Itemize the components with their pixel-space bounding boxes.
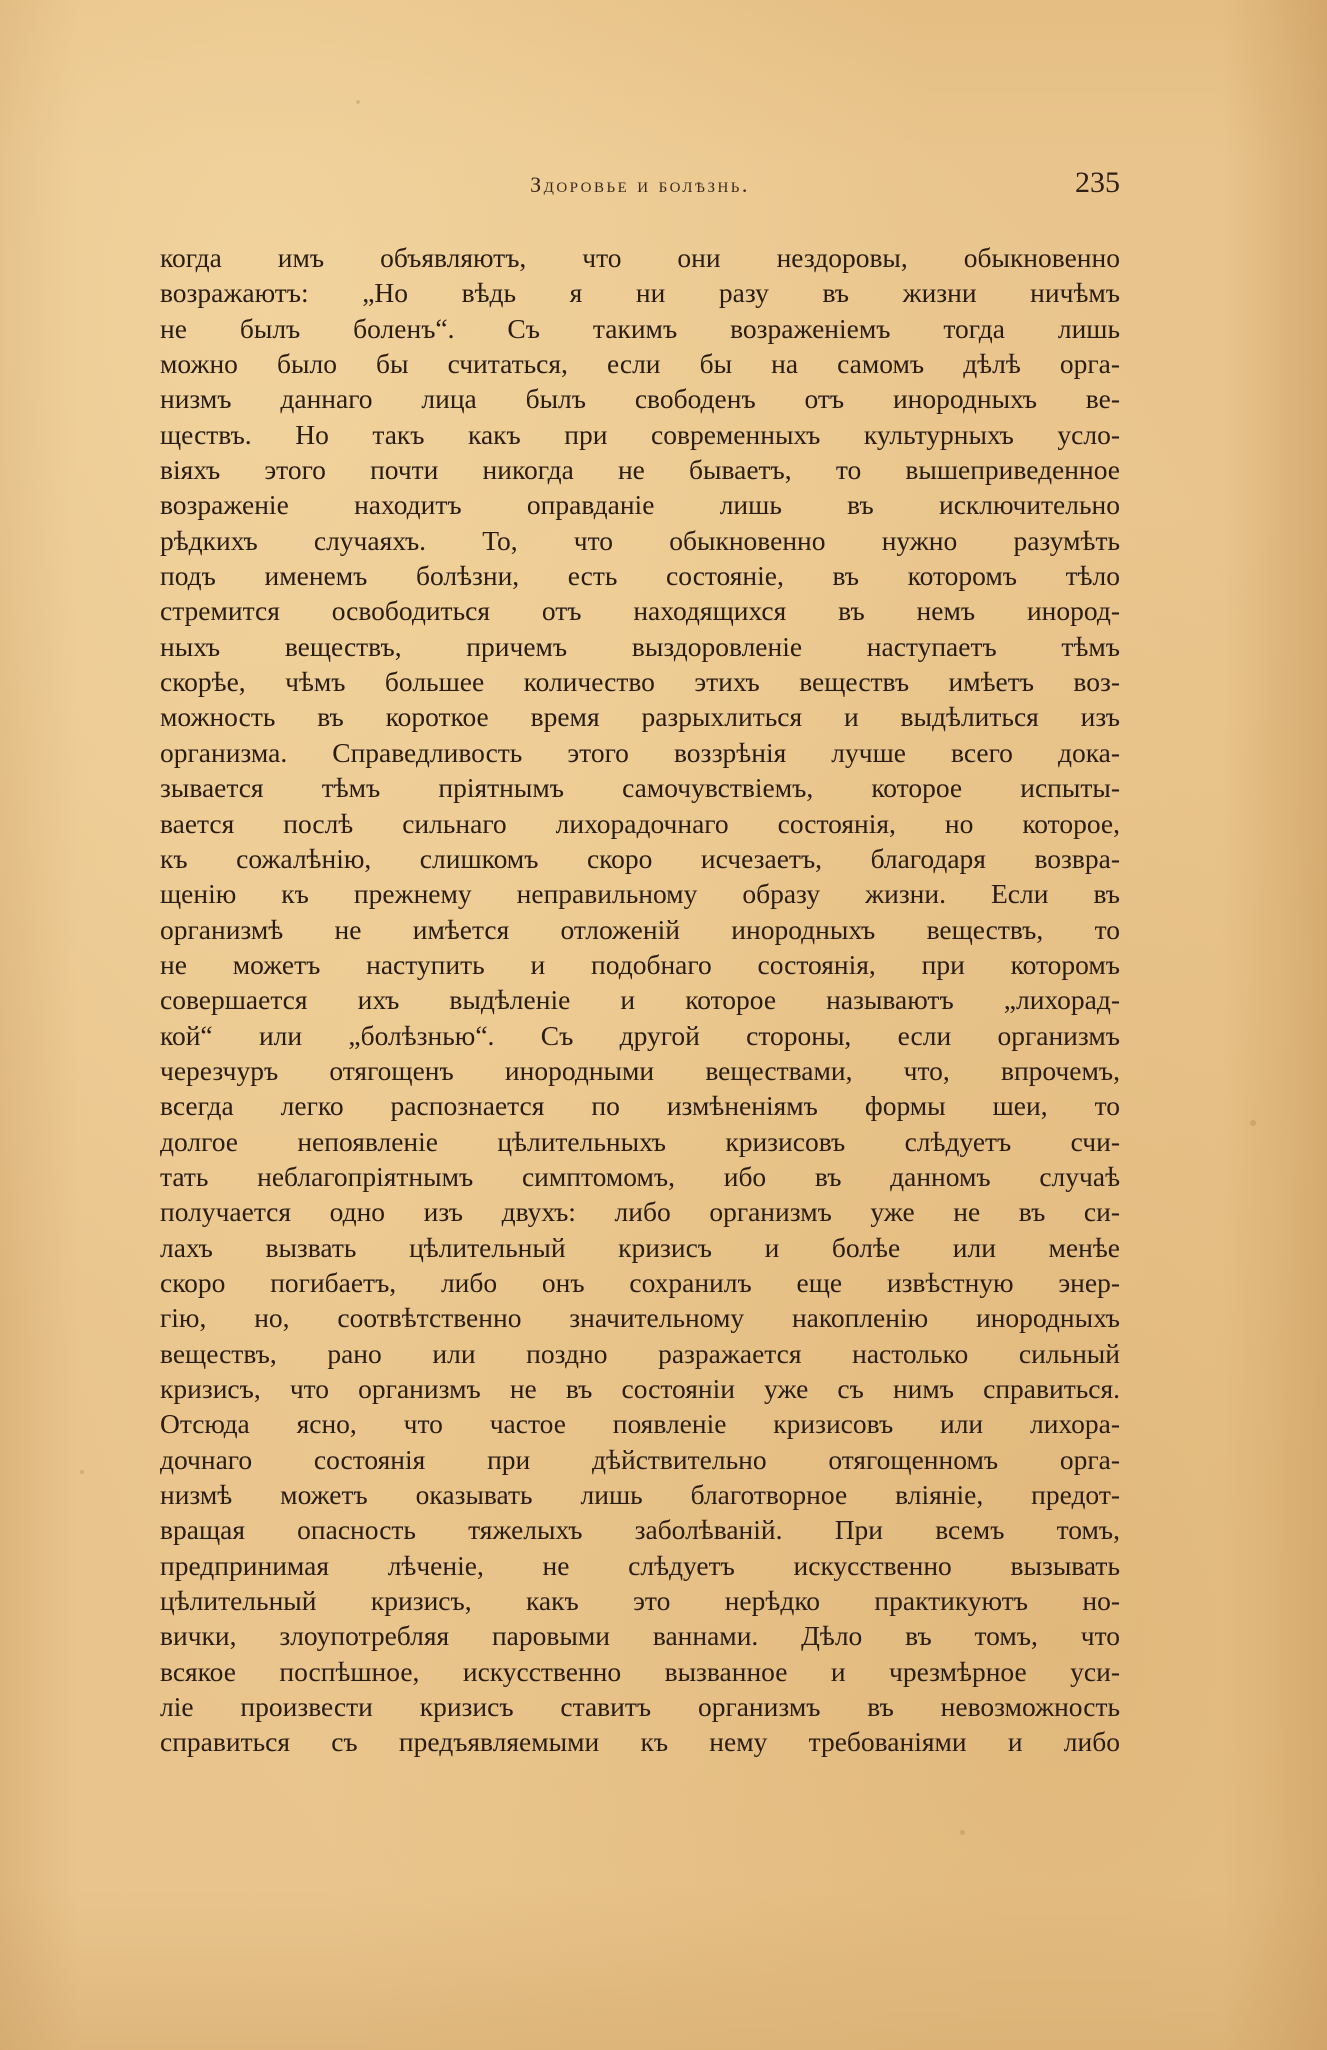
text-line: віяхъ этого почти никогда не бываетъ, то вышеприведенное (160, 454, 1120, 486)
text-line: ныхъ веществъ, причемъ выздоровленіе наступаетъ тѣмъ (160, 630, 1120, 662)
text-line: организма. Справедливость этого воззрѣнія лучше всего дока- (160, 736, 1120, 768)
text-line: Отсюда ясно, что частое появленіе кризисовъ или лихора- (160, 1408, 1120, 1440)
paper-spot (356, 100, 360, 104)
text-line: веществъ, рано или поздно разражается настолько сильный (160, 1337, 1120, 1369)
paper-spot (1250, 1120, 1256, 1126)
text-line: черезчуръ отягощенъ инородными веществами, что, впрочемъ, (160, 1054, 1120, 1086)
text-line: ліе произвести кризисъ ставитъ организмъ въ невозможность (160, 1691, 1120, 1723)
text-line: низмѣ можетъ оказывать лишь благотворное вліяніе, предот- (160, 1479, 1120, 1511)
text-line: скорѣе, чѣмъ большее количество этихъ веществъ имѣетъ воз- (160, 666, 1120, 698)
paper-spot (80, 1470, 84, 1474)
text-line: вается послѣ сильнаго лихорадочнаго состоянія, но которое, (160, 807, 1120, 839)
running-title: Здоровье и болѣзнь. (530, 172, 750, 197)
text-line: низмъ даннаго лица былъ свободенъ отъ инородныхъ ве- (160, 383, 1120, 415)
text-line: стремится освободиться отъ находящихся въ немъ инород- (160, 595, 1120, 627)
text-line: получается одно изъ двухъ: либо организмъ уже не въ си- (160, 1196, 1120, 1228)
page-number: 235 (1075, 166, 1120, 199)
text-line: вички, злоупотребляя паровыми ваннами. Дѣло въ томъ, что (160, 1620, 1120, 1652)
text-line: возражаютъ: „Но вѣдь я ни разу въ жизни ничѣмъ (160, 277, 1120, 309)
text-line: зывается тѣмъ пріятнымъ самочувствіемъ, которое испыты- (160, 772, 1120, 804)
text-line: можно было бы считаться, если бы на самомъ дѣлѣ орга- (160, 348, 1120, 380)
text-line: лахъ вызвать цѣлительный кризисъ и болѣе или менѣе (160, 1231, 1120, 1263)
text-line: всякое поспѣшное, искусственно вызванное и чрезмѣрное уси- (160, 1655, 1120, 1687)
text-line: щенію къ прежнему неправильному образу жизни. Если въ (160, 878, 1120, 910)
text-line: къ сожалѣнію, слишкомъ скоро исчезаетъ, благодаря возвра- (160, 842, 1120, 874)
text-line: можность въ короткое время разрыхлиться и выдѣлиться изъ (160, 701, 1120, 733)
text-line: дочнаго состоянія при дѣйствительно отягощенномъ орга- (160, 1443, 1120, 1475)
text-line: скоро погибаетъ, либо онъ сохранилъ еще извѣстную энер- (160, 1266, 1120, 1298)
text-line: гію, но, соотвѣтственно значительному накопленію инородныхъ (160, 1302, 1120, 1334)
text-line: вращая опасность тяжелыхъ заболѣваній. При всемъ томъ, (160, 1514, 1120, 1546)
text-line: возраженіе находитъ оправданіе лишь въ исключительно (160, 489, 1120, 521)
text-line: тать неблагопріятнымъ симптомомъ, ибо въ данномъ случаѣ (160, 1160, 1120, 1192)
paper-spot (960, 1830, 965, 1835)
text-line: когда имъ объявляютъ, что они нездоровы, обыкновенно (160, 242, 1120, 273)
text-line: кой“ или „болѣзнью“. Съ другой стороны, если организмъ (160, 1019, 1120, 1051)
text-line: организмѣ не имѣется отложеній инородныхъ веществъ, то (160, 913, 1120, 945)
text-line: ществъ. Но такъ какъ при современныхъ культурныхъ усло- (160, 418, 1120, 450)
text-line: всегда легко распознается по измѣненіямъ формы шеи, то (160, 1090, 1120, 1122)
text-line: долгое непоявленіе цѣлительныхъ кризисовъ слѣдуетъ счи- (160, 1125, 1120, 1157)
text-line: не можетъ наступить и подобнаго состоянія, при которомъ (160, 948, 1120, 980)
text-line: совершается ихъ выдѣленіе и которое называютъ „лихорад- (160, 984, 1120, 1016)
running-head (160, 166, 1120, 206)
text-line: справиться съ предъявляемыми къ нему требованіями и либо (160, 1726, 1120, 1758)
text-line: предпринимая лѣченіе, не слѣдуетъ искусственно вызывать (160, 1549, 1120, 1581)
body-text (160, 240, 1120, 1760)
text-line: цѣлительный кризисъ, какъ это нерѣдко практикуютъ но- (160, 1585, 1120, 1617)
text-line: подъ именемъ болѣзни, есть состояніе, въ которомъ тѣло (160, 560, 1120, 592)
text-line: кризисъ, что организмъ не въ состояніи уже съ нимъ справиться. (160, 1373, 1120, 1404)
text-line: не былъ боленъ“. Съ такимъ возраженіемъ тогда лишь (160, 312, 1120, 344)
text-line: рѣдкихъ случаяхъ. То, что обыкновенно нужно разумѣть (160, 524, 1120, 556)
